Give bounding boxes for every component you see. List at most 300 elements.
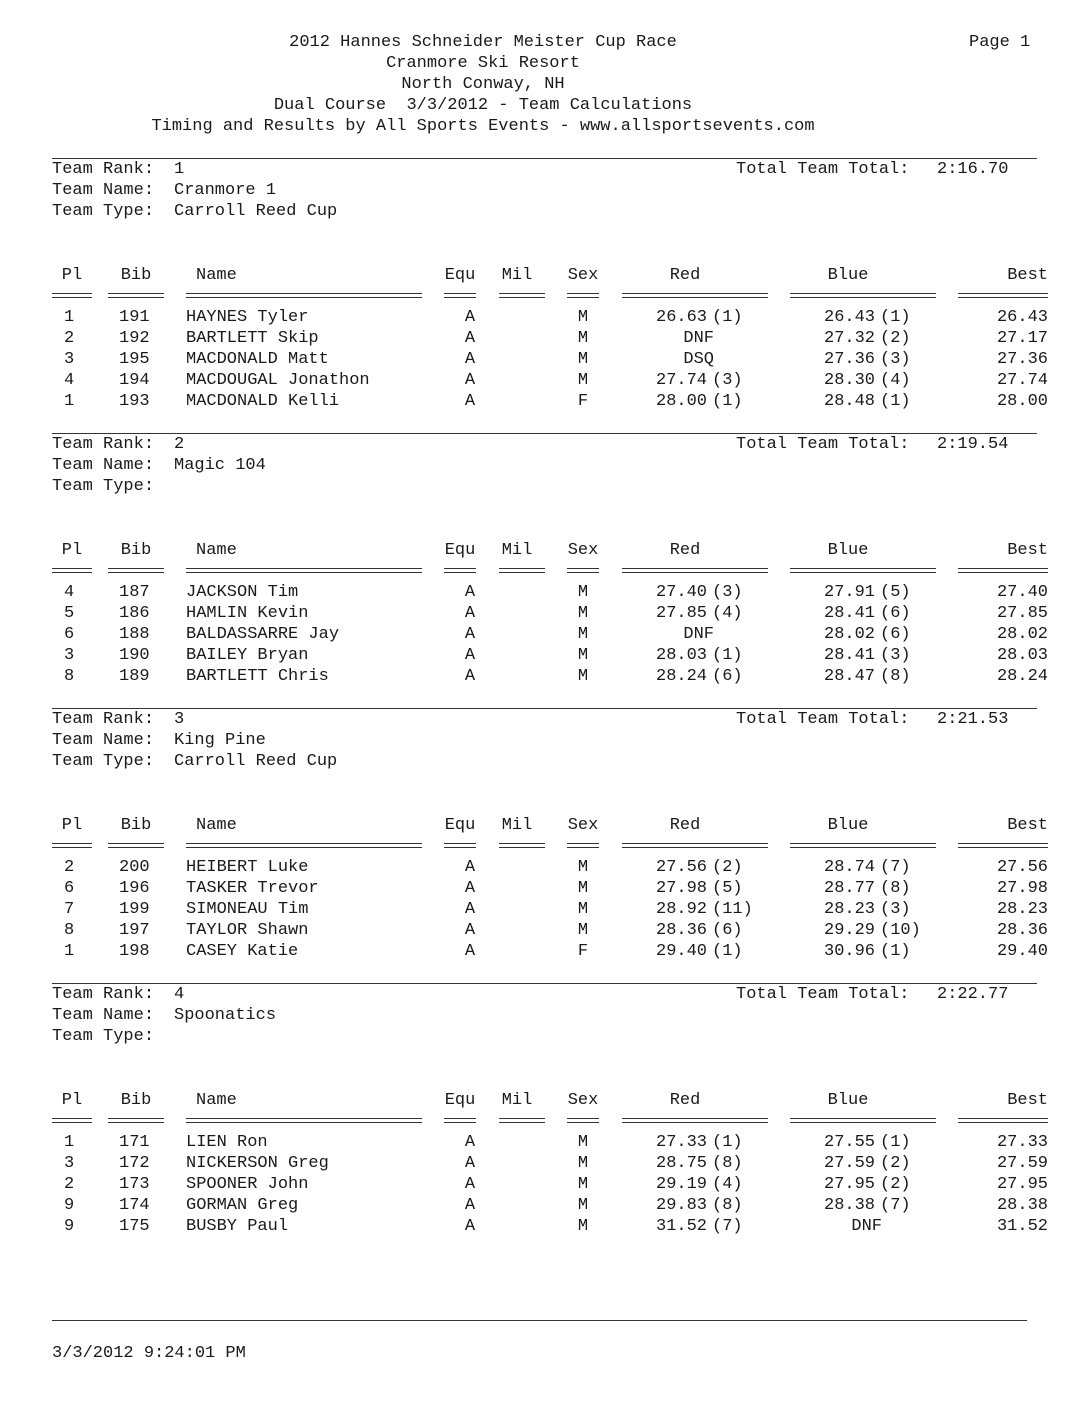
row-best: 28.02: [996, 625, 1048, 644]
column-underline-name: [186, 568, 422, 573]
row-equ: A: [464, 646, 476, 665]
row-red-time: 31.52: [656, 1217, 708, 1236]
row-place: 1: [64, 1133, 75, 1152]
team-type-label: Team Type:: [52, 477, 155, 496]
row-place: 3: [64, 350, 75, 369]
row-sex: M: [577, 583, 589, 602]
column-header-best: Best: [1007, 816, 1048, 835]
column-header-sex: Sex: [567, 816, 599, 835]
row-red-rank: (6): [712, 667, 743, 686]
row-equ: A: [464, 392, 476, 411]
column-header-name: Name: [196, 1091, 237, 1110]
row-sex: M: [577, 858, 589, 877]
row-best: 28.23: [996, 900, 1048, 919]
row-bib: 189: [119, 667, 150, 686]
row-sex: M: [577, 604, 589, 623]
row-bib: 190: [119, 646, 150, 665]
row-red-time: 27.98: [656, 879, 708, 898]
row-place: 1: [64, 308, 75, 327]
row-blue-time: 27.32: [824, 329, 876, 348]
row-blue-time: 28.41: [824, 604, 876, 623]
row-blue-time: 27.91: [824, 583, 876, 602]
row-bib: 200: [119, 858, 150, 877]
row-blue-time: 30.96: [824, 942, 876, 961]
row-blue-rank: (5): [880, 583, 911, 602]
column-underline-pl: [52, 843, 92, 848]
row-best: 26.43: [996, 308, 1048, 327]
row-name: BALDASSARRE Jay: [186, 625, 340, 644]
team-rank-label: Team Rank:: [52, 710, 155, 729]
column-header-bib: Bib: [120, 266, 152, 285]
row-name: MACDONALD Matt: [186, 350, 329, 369]
row-blue-rank: (10): [880, 921, 921, 940]
row-name: LIEN Ron: [186, 1133, 268, 1152]
row-blue-rank: (3): [880, 900, 911, 919]
row-red-time: 27.85: [656, 604, 708, 623]
row-blue-rank: (8): [880, 879, 911, 898]
column-header-pl: Pl: [61, 266, 83, 285]
row-sex: M: [577, 1133, 589, 1152]
row-sex: M: [577, 1154, 589, 1173]
column-header-name: Name: [196, 266, 237, 285]
row-red-time: 27.40: [656, 583, 708, 602]
row-blue-rank: (2): [880, 329, 911, 348]
row-red-rank: (4): [712, 604, 743, 623]
column-underline-best: [958, 293, 1048, 298]
row-red-rank: (8): [712, 1196, 743, 1215]
column-underline-name: [186, 843, 422, 848]
row-place: 1: [64, 942, 75, 961]
row-blue-rank: (7): [880, 1196, 911, 1215]
row-bib: 187: [119, 583, 150, 602]
row-name: BARTLETT Chris: [186, 667, 329, 686]
row-red-time: 28.00: [656, 392, 708, 411]
row-place: 2: [64, 1175, 75, 1194]
column-header-bib: Bib: [120, 541, 152, 560]
row-blue-time: 27.55: [824, 1133, 876, 1152]
row-red-time: 28.75: [656, 1154, 708, 1173]
row-best: 31.52: [996, 1217, 1048, 1236]
row-blue-time: 29.29: [824, 921, 876, 940]
row-blue-time: 28.38: [824, 1196, 876, 1215]
team-total-label: Total Team Total:: [736, 710, 910, 729]
row-red-rank: (3): [712, 583, 743, 602]
row-bib: 174: [119, 1196, 150, 1215]
row-red-rank: (1): [712, 308, 743, 327]
column-underline-name: [186, 293, 422, 298]
row-red-time: 29.83: [656, 1196, 708, 1215]
row-blue-rank: (3): [880, 646, 911, 665]
team-type: Carroll Reed Cup: [174, 202, 338, 221]
row-equ: A: [464, 1154, 476, 1173]
column-header-red: Red: [669, 816, 701, 835]
team-rank-label: Team Rank:: [52, 435, 155, 454]
row-place: 7: [64, 900, 75, 919]
column-underline-red: [622, 843, 768, 848]
column-underline-mil: [499, 843, 545, 848]
column-underline-red: [622, 568, 768, 573]
header-line: Timing and Results by All Sports Events - www.allsportsevents.com: [151, 117, 815, 136]
column-header-pl: Pl: [61, 541, 83, 560]
row-bib: 192: [119, 329, 150, 348]
column-underline-pl: [52, 1118, 92, 1123]
column-header-equ: Equ: [444, 816, 476, 835]
row-red-time: 29.40: [656, 942, 708, 961]
row-blue-rank: (4): [880, 371, 911, 390]
row-bib: 171: [119, 1133, 150, 1152]
row-name: BAILEY Bryan: [186, 646, 309, 665]
row-sex: M: [577, 371, 589, 390]
column-underline-sex: [567, 293, 599, 298]
row-place: 8: [64, 667, 75, 686]
row-name: SIMONEAU Tim: [186, 900, 309, 919]
header-line: North Conway, NH: [401, 75, 565, 94]
row-red-rank: (1): [712, 392, 743, 411]
column-header-sex: Sex: [567, 541, 599, 560]
team-rank: 2: [174, 435, 185, 454]
column-underline-equ: [444, 1118, 476, 1123]
row-name: JACKSON Tim: [186, 583, 299, 602]
row-bib: 175: [119, 1217, 150, 1236]
column-underline-equ: [444, 293, 476, 298]
row-blue-time: 28.48: [824, 392, 876, 411]
row-equ: A: [464, 921, 476, 940]
column-underline-red: [622, 1118, 768, 1123]
row-red-time: 28.92: [656, 900, 708, 919]
row-bib: 194: [119, 371, 150, 390]
row-best: 27.95: [996, 1175, 1048, 1194]
column-underline-best: [958, 568, 1048, 573]
row-place: 5: [64, 604, 75, 623]
team-rank: 1: [174, 160, 185, 179]
column-underline-mil: [499, 293, 545, 298]
row-red-rank: (5): [712, 879, 743, 898]
row-place: 8: [64, 921, 75, 940]
column-header-blue: Blue: [827, 541, 869, 560]
row-bib: 197: [119, 921, 150, 940]
row-bib: 172: [119, 1154, 150, 1173]
column-underline-equ: [444, 843, 476, 848]
row-red-time: 26.63: [656, 308, 708, 327]
row-sex: M: [577, 1196, 589, 1215]
row-blue-rank: (1): [880, 308, 911, 327]
team-name: King Pine: [174, 731, 266, 750]
column-header-pl: Pl: [61, 816, 83, 835]
team-total: 2:21.53: [937, 710, 1009, 729]
row-bib: 195: [119, 350, 150, 369]
column-header-name: Name: [196, 816, 237, 835]
row-blue-rank: (2): [880, 1154, 911, 1173]
row-equ: A: [464, 900, 476, 919]
column-header-sex: Sex: [567, 266, 599, 285]
team-rank: 4: [174, 985, 185, 1004]
row-blue-time: 28.77: [824, 879, 876, 898]
column-underline-bib: [108, 293, 164, 298]
row-sex: M: [577, 1217, 589, 1236]
row-red-time: 28.24: [656, 667, 708, 686]
column-header-red: Red: [669, 266, 701, 285]
column-underline-blue: [790, 293, 936, 298]
row-best: 27.74: [996, 371, 1048, 390]
row-bib: 198: [119, 942, 150, 961]
row-best: 27.59: [996, 1154, 1048, 1173]
row-bib: 173: [119, 1175, 150, 1194]
column-underline-mil: [499, 1118, 545, 1123]
team-type: Carroll Reed Cup: [174, 752, 338, 771]
row-red-time: 27.56: [656, 858, 708, 877]
row-best: 28.00: [996, 392, 1048, 411]
team-rank-label: Team Rank:: [52, 160, 155, 179]
column-underline-sex: [567, 1118, 599, 1123]
team-rank-label: Team Rank:: [52, 985, 155, 1004]
row-place: 9: [64, 1217, 75, 1236]
row-blue-time: 28.47: [824, 667, 876, 686]
column-underline-best: [958, 1118, 1048, 1123]
team-total-label: Total Team Total:: [736, 435, 910, 454]
column-header-mil: Mil: [501, 816, 533, 835]
column-header-name: Name: [196, 541, 237, 560]
row-best: 27.36: [996, 350, 1048, 369]
row-red-time: DNF: [683, 329, 714, 348]
column-underline-blue: [790, 1118, 936, 1123]
row-blue-rank: (2): [880, 1175, 911, 1194]
row-place: 3: [64, 646, 75, 665]
row-name: HAYNES Tyler: [186, 308, 309, 327]
column-header-blue: Blue: [827, 1091, 869, 1110]
row-equ: A: [464, 1175, 476, 1194]
row-bib: 193: [119, 392, 150, 411]
row-red-time: DNF: [683, 625, 714, 644]
row-equ: A: [464, 1196, 476, 1215]
row-best: 27.56: [996, 858, 1048, 877]
row-equ: A: [464, 371, 476, 390]
column-header-sex: Sex: [567, 1091, 599, 1110]
column-header-equ: Equ: [444, 541, 476, 560]
row-red-rank: (11): [712, 900, 753, 919]
row-name: GORMAN Greg: [186, 1196, 299, 1215]
row-place: 6: [64, 625, 75, 644]
row-blue-time: 27.95: [824, 1175, 876, 1194]
row-sex: F: [577, 392, 589, 411]
row-equ: A: [464, 308, 476, 327]
row-best: 29.40: [996, 942, 1048, 961]
row-blue-time: DNF: [851, 1217, 882, 1236]
row-blue-time: 28.02: [824, 625, 876, 644]
row-best: 28.38: [996, 1196, 1048, 1215]
row-best: 27.85: [996, 604, 1048, 623]
row-name: BUSBY Paul: [186, 1217, 289, 1236]
row-equ: A: [464, 858, 476, 877]
row-name: HAMLIN Kevin: [186, 604, 309, 623]
column-header-best: Best: [1007, 266, 1048, 285]
row-blue-time: 28.23: [824, 900, 876, 919]
column-header-bib: Bib: [120, 816, 152, 835]
row-sex: M: [577, 646, 589, 665]
team-name: Magic 104: [174, 456, 266, 475]
column-underline-bib: [108, 568, 164, 573]
row-name: BARTLETT Skip: [186, 329, 319, 348]
row-equ: A: [464, 1217, 476, 1236]
row-name: MACDONALD Kelli: [186, 392, 340, 411]
team-type-label: Team Type:: [52, 202, 155, 221]
row-best: 28.36: [996, 921, 1048, 940]
row-place: 2: [64, 858, 75, 877]
row-blue-time: 28.41: [824, 646, 876, 665]
row-equ: A: [464, 604, 476, 623]
row-bib: 191: [119, 308, 150, 327]
column-header-bib: Bib: [120, 1091, 152, 1110]
row-name: TASKER Trevor: [186, 879, 319, 898]
row-name: CASEY Katie: [186, 942, 299, 961]
header-line: Dual Course 3/3/2012 - Team Calculations: [273, 96, 693, 115]
column-underline-red: [622, 293, 768, 298]
column-header-blue: Blue: [827, 266, 869, 285]
row-equ: A: [464, 1133, 476, 1152]
row-place: 1: [64, 392, 75, 411]
row-equ: A: [464, 625, 476, 644]
row-best: 27.98: [996, 879, 1048, 898]
team-name-label: Team Name:: [52, 1006, 155, 1025]
row-red-rank: (4): [712, 1175, 743, 1194]
row-best: 27.40: [996, 583, 1048, 602]
row-equ: A: [464, 667, 476, 686]
row-red-rank: (1): [712, 1133, 743, 1152]
row-equ: A: [464, 329, 476, 348]
column-underline-sex: [567, 568, 599, 573]
column-header-best: Best: [1007, 541, 1048, 560]
row-sex: M: [577, 879, 589, 898]
footer-separator: [52, 1320, 1027, 1321]
column-header-equ: Equ: [444, 266, 476, 285]
row-best: 27.33: [996, 1133, 1048, 1152]
column-underline-pl: [52, 568, 92, 573]
column-header-pl: Pl: [61, 1091, 83, 1110]
row-sex: M: [577, 1175, 589, 1194]
column-underline-equ: [444, 568, 476, 573]
team-total-label: Total Team Total:: [736, 985, 910, 1004]
footer-timestamp: 3/3/2012 9:24:01 PM: [52, 1344, 246, 1363]
team-name-label: Team Name:: [52, 181, 155, 200]
row-red-rank: (3): [712, 371, 743, 390]
team-type-label: Team Type:: [52, 1027, 155, 1046]
row-red-rank: (1): [712, 646, 743, 665]
column-underline-name: [186, 1118, 422, 1123]
row-blue-time: 27.59: [824, 1154, 876, 1173]
row-red-time: 28.03: [656, 646, 708, 665]
row-sex: M: [577, 308, 589, 327]
row-red-time: 27.33: [656, 1133, 708, 1152]
column-header-mil: Mil: [501, 541, 533, 560]
row-red-time: 27.74: [656, 371, 708, 390]
column-underline-blue: [790, 568, 936, 573]
header-line: 2012 Hannes Schneider Meister Cup Race: [289, 33, 677, 52]
row-blue-rank: (8): [880, 667, 911, 686]
row-sex: M: [577, 900, 589, 919]
column-header-best: Best: [1007, 1091, 1048, 1110]
row-blue-time: 27.36: [824, 350, 876, 369]
column-underline-blue: [790, 843, 936, 848]
row-best: 28.03: [996, 646, 1048, 665]
row-blue-time: 26.43: [824, 308, 876, 327]
row-sex: M: [577, 350, 589, 369]
page-number: Page 1: [969, 33, 1031, 52]
row-red-rank: (8): [712, 1154, 743, 1173]
row-red-rank: (1): [712, 942, 743, 961]
team-name-label: Team Name:: [52, 731, 155, 750]
column-header-blue: Blue: [827, 816, 869, 835]
column-underline-sex: [567, 843, 599, 848]
row-blue-time: 28.74: [824, 858, 876, 877]
row-place: 6: [64, 879, 75, 898]
row-sex: M: [577, 921, 589, 940]
row-place: 3: [64, 1154, 75, 1173]
column-header-mil: Mil: [501, 1091, 533, 1110]
row-name: MACDOUGAL Jonathon: [186, 371, 370, 390]
row-name: SPOONER John: [186, 1175, 309, 1194]
column-header-red: Red: [669, 541, 701, 560]
row-blue-rank: (3): [880, 350, 911, 369]
row-sex: M: [577, 625, 589, 644]
team-type-label: Team Type:: [52, 752, 155, 771]
row-place: 4: [64, 371, 75, 390]
row-blue-rank: (1): [880, 392, 911, 411]
row-name: HEIBERT Luke: [186, 858, 309, 877]
row-bib: 188: [119, 625, 150, 644]
row-equ: A: [464, 350, 476, 369]
column-underline-best: [958, 843, 1048, 848]
team-total: 2:22.77: [937, 985, 1009, 1004]
column-header-equ: Equ: [444, 1091, 476, 1110]
team-name: Spoonatics: [174, 1006, 277, 1025]
row-red-time: 28.36: [656, 921, 708, 940]
row-place: 2: [64, 329, 75, 348]
row-red-rank: (2): [712, 858, 743, 877]
row-red-time: 29.19: [656, 1175, 708, 1194]
row-sex: F: [577, 942, 589, 961]
row-blue-time: 28.30: [824, 371, 876, 390]
team-total-label: Total Team Total:: [736, 160, 910, 179]
row-bib: 186: [119, 604, 150, 623]
row-best: 28.24: [996, 667, 1048, 686]
row-sex: M: [577, 329, 589, 348]
row-blue-rank: (1): [880, 1133, 911, 1152]
row-blue-rank: (6): [880, 625, 911, 644]
row-red-time: DSQ: [683, 350, 714, 369]
row-red-rank: (6): [712, 921, 743, 940]
row-bib: 199: [119, 900, 150, 919]
column-header-mil: Mil: [501, 266, 533, 285]
row-sex: M: [577, 667, 589, 686]
team-name-label: Team Name:: [52, 456, 155, 475]
row-blue-rank: (7): [880, 858, 911, 877]
row-best: 27.17: [996, 329, 1048, 348]
column-underline-mil: [499, 568, 545, 573]
column-underline-bib: [108, 843, 164, 848]
team-total: 2:19.54: [937, 435, 1009, 454]
row-name: TAYLOR Shawn: [186, 921, 309, 940]
team-rank: 3: [174, 710, 185, 729]
row-place: 9: [64, 1196, 75, 1215]
team-name: Cranmore 1: [174, 181, 277, 200]
row-red-rank: (7): [712, 1217, 743, 1236]
row-place: 4: [64, 583, 75, 602]
row-equ: A: [464, 879, 476, 898]
row-equ: A: [464, 583, 476, 602]
row-blue-rank: (6): [880, 604, 911, 623]
row-bib: 196: [119, 879, 150, 898]
row-blue-rank: (1): [880, 942, 911, 961]
team-total: 2:16.70: [937, 160, 1009, 179]
